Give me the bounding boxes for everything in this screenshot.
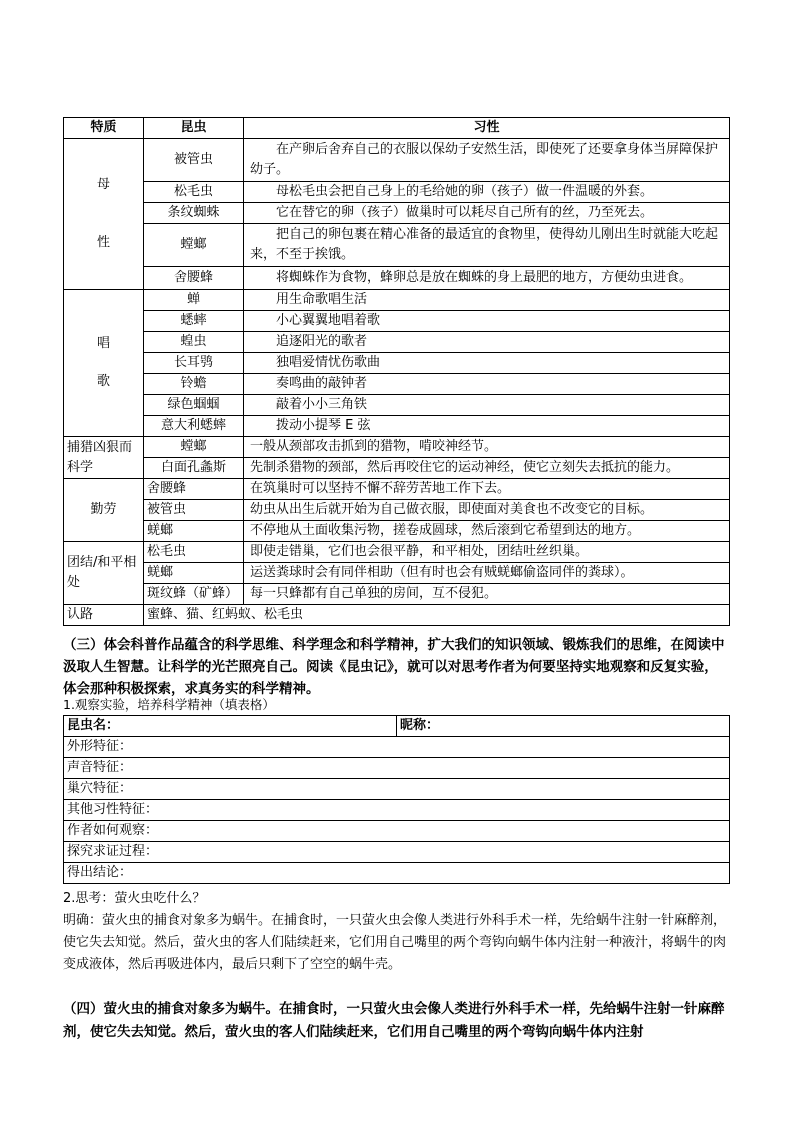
answer-text: 明确：萤火虫的捕食对象多为蜗牛。在捕食时，一只萤火虫会像人类进行外科手术一样，先给蜗牛注射一针麻醉剂，使它失去知觉。然后，萤火虫的客人们陆续赶来，它们用自己嘴里的两个弯钩向蜗牛体内注射一种液汁，将蜗牛的肉变成液体，然后再吸进体内，最后只剩下了空空的蜗牛壳。 xyxy=(63,913,727,972)
category-diligent: 勤劳 xyxy=(64,479,144,542)
table-row xyxy=(64,353,730,374)
form-field[interactable]: 探究求证过程： xyxy=(64,842,730,863)
habit-text: 敲着小小三角铁 xyxy=(244,395,730,416)
form-field[interactable]: 作者如何观察： xyxy=(64,821,730,842)
habit-text: 不停地从土面收集污物，搓卷成圆球，然后滚到它希望到达的地方。 xyxy=(244,521,730,542)
insect-name: 条纹蜘蛛 xyxy=(144,203,244,224)
habit-text: 小心翼翼地唱着歌 xyxy=(244,311,730,332)
habit-text: 一般从颈部攻击抓到的猎物，啃咬神经节。 xyxy=(244,437,730,458)
table-row xyxy=(64,203,730,224)
table-row xyxy=(64,605,730,626)
category-route: 认路 xyxy=(64,605,144,626)
insect-name: 蜣螂 xyxy=(144,563,244,584)
table-row xyxy=(64,821,730,842)
table-row xyxy=(64,521,730,542)
insect-name: 铃蟾 xyxy=(144,374,244,395)
header-habit: 习性 xyxy=(244,118,730,139)
section-three-paragraph: （三）体会科普作品蕴含的科学思维、科学理念和科学精神，扩大我们的知识领域、锻炼我们的思维，在阅读中汲取人生智慧。让科学的光芒照亮自己。阅读《昆虫记》，就可以对思考作者为何要坚持实地观察和反复实验，体会那种积极探索，求真务实的科学精神。 xyxy=(63,637,725,697)
form-field[interactable]: 其他习性特征： xyxy=(64,800,730,821)
insect-name: 蜣螂 xyxy=(144,521,244,542)
insect-name: 长耳鸮 xyxy=(144,353,244,374)
insect-name: 斑纹蜂（矿蜂） xyxy=(144,584,244,605)
table-row xyxy=(64,716,730,737)
table-row xyxy=(64,224,730,267)
form-field[interactable]: 声音特征： xyxy=(64,758,730,779)
habit-text: 拨动小提琴 E 弦 xyxy=(244,416,730,437)
route-content: 蜜蜂、猫、红蚂蚁、松毛虫 xyxy=(144,605,730,626)
form-field[interactable]: 巢穴特征： xyxy=(64,779,730,800)
table-row xyxy=(64,374,730,395)
category-hunt: 捕猎凶狠而科学 xyxy=(64,437,144,479)
header-trait: 特质 xyxy=(64,118,144,139)
table-row xyxy=(64,458,730,479)
table-row xyxy=(64,479,730,500)
insect-name: 绿色蝈蝈 xyxy=(144,395,244,416)
thinking-question-block xyxy=(63,888,731,976)
observation-form-table xyxy=(63,715,730,884)
section-four-paragraph: （四）萤火虫的捕食对象多为蜗牛。在捕食时，一只萤火虫会像人类进行外科手术一样，先给蜗牛注射一针麻醉剂，使它失去知觉。然后，萤火虫的客人们陆续赶来，它们用自己嘴里的两个弯钩向蜗牛体内注射 xyxy=(63,1001,725,1040)
table-row xyxy=(64,500,730,521)
insect-name-field[interactable]: 昆虫名： xyxy=(64,716,397,737)
table-row xyxy=(64,737,730,758)
insect-name: 松毛虫 xyxy=(144,182,244,203)
insect-name: 蝗虫 xyxy=(144,332,244,353)
insect-name: 被管虫 xyxy=(144,500,244,521)
category-mother: 母 性 xyxy=(64,139,144,290)
habit-text: 用生命歌唱生活 xyxy=(244,290,730,311)
table-row xyxy=(64,311,730,332)
table-row xyxy=(64,139,730,182)
table-row xyxy=(64,437,730,458)
table-row xyxy=(64,800,730,821)
form-field[interactable]: 得出结论： xyxy=(64,863,730,884)
insect-name: 蝉 xyxy=(144,290,244,311)
category-sing: 唱 歌 xyxy=(64,290,144,437)
habit-text: 母松毛虫会把自己身上的毛给她的卵（孩子）做一件温暖的外套。 xyxy=(244,182,730,203)
category-unity: 团结/和平相处 xyxy=(64,542,144,605)
insect-name: 螳螂 xyxy=(144,437,244,458)
habit-text: 每一只蜂都有自己单独的房间，互不侵犯。 xyxy=(244,584,730,605)
task-one-heading: 1.观察实验，培养科学精神（填表格） xyxy=(63,697,275,712)
header-insect: 昆虫 xyxy=(144,118,244,139)
table-header-row xyxy=(64,118,730,139)
table-row xyxy=(64,416,730,437)
habit-text: 奏鸣曲的敲钟者 xyxy=(244,374,730,395)
table-row xyxy=(64,182,730,203)
table-row xyxy=(64,395,730,416)
habit-text: 它在替它的卵（孩子）做巢时可以耗尽自己所有的丝，乃至死去。 xyxy=(244,203,730,224)
insect-name: 白面孔螽斯 xyxy=(144,458,244,479)
insect-name: 蟋蟀 xyxy=(144,311,244,332)
habit-text: 幼虫从出生后就开始为自己做衣服，即使面对美食也不改变它的目标。 xyxy=(244,500,730,521)
table-row xyxy=(64,542,730,563)
table-row xyxy=(64,779,730,800)
habit-text: 独唱爱情忧伤歌曲 xyxy=(244,353,730,374)
insect-name: 螳螂 xyxy=(144,224,244,267)
insect-traits-table xyxy=(63,117,730,626)
habit-text: 即使走错巢，它们也会很平静，和平相处，团结吐丝织巢。 xyxy=(244,542,730,563)
table-row xyxy=(64,584,730,605)
insect-name: 舍腰蜂 xyxy=(144,479,244,500)
insect-name: 意大利蟋蟀 xyxy=(144,416,244,437)
question-text: 2.思考：萤火虫吃什么？ xyxy=(63,891,206,906)
insect-name: 松毛虫 xyxy=(144,542,244,563)
table-row xyxy=(64,332,730,353)
habit-text: 追逐阳光的歌者 xyxy=(244,332,730,353)
form-field[interactable]: 外形特征： xyxy=(64,737,730,758)
table-row xyxy=(64,863,730,884)
insect-name: 被管虫 xyxy=(144,139,244,182)
nickname-field[interactable]: 昵称： xyxy=(397,716,730,737)
habit-text: 在产卵后舍弃自己的衣服以保幼子安然生活，即使死了还要拿身体当屏障保护幼子。 xyxy=(244,139,730,182)
table-row xyxy=(64,267,730,290)
table-row xyxy=(64,758,730,779)
habit-text: 将蜘蛛作为食物，蜂卵总是放在蜘蛛的身上最肥的地方，方便幼虫进食。 xyxy=(244,267,730,290)
habit-text: 先制杀猎物的颈部，然后再咬住它的运动神经，使它立刻失去抵抗的能力。 xyxy=(244,458,730,479)
table-row xyxy=(64,563,730,584)
habit-text: 运送粪球时会有同伴相助（但有时也会有贼蜣螂偷盗同伴的粪球）。 xyxy=(244,563,730,584)
insect-name: 舍腰蜂 xyxy=(144,267,244,290)
table-row xyxy=(64,290,730,311)
habit-text: 把自己的卵包裹在精心准备的最适宜的食物里，使得幼儿刚出生时就能大吃起来，不至于挨饿。 xyxy=(244,224,730,267)
table-row xyxy=(64,842,730,863)
habit-text: 在筑巢时可以坚持不懈不辞劳苦地工作下去。 xyxy=(244,479,730,500)
